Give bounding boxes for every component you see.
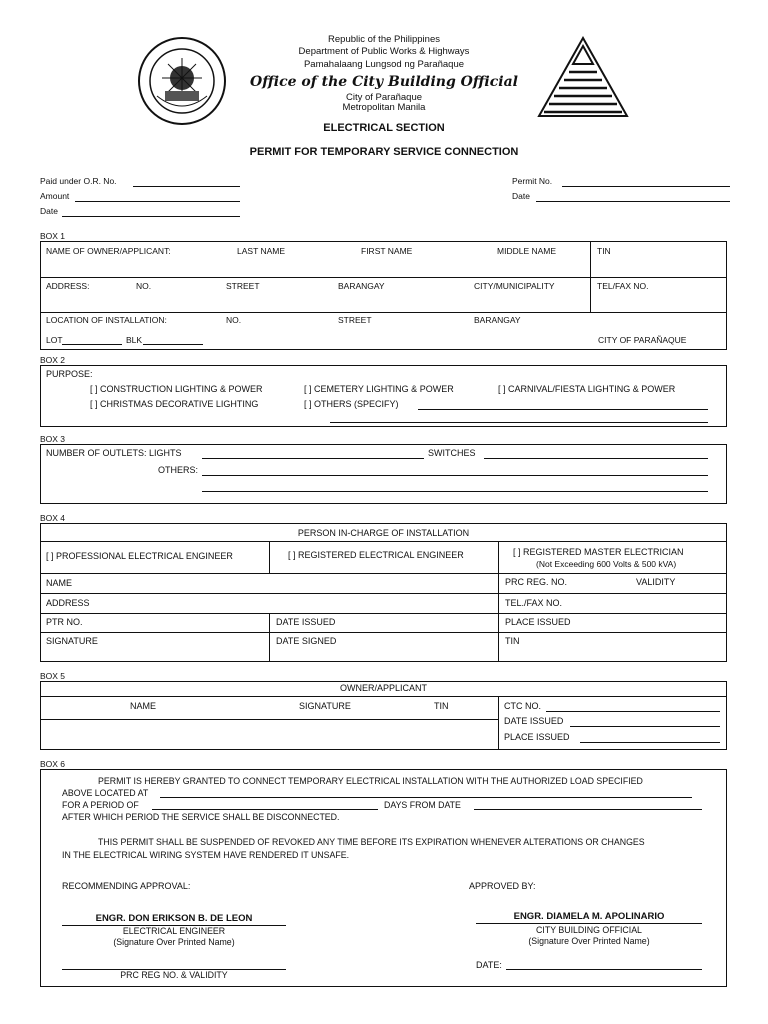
telfax-label-4: TEL./FAX NO.: [505, 598, 563, 608]
permit-para1-e: AFTER WHICH PERIOD THE SERVICE SHALL BE DISCONNECTED.: [62, 812, 340, 822]
header-line1: Republic of the Philippines: [328, 34, 440, 45]
permit-para2-a: THIS PERMIT SHALL BE SUSPENDED OF REVOKED ANY TIME BEFORE ITS EXPIRATION WHENEVER ALTERATIONS OR CHANGES: [98, 837, 645, 847]
loc-barangay-label: BARANGAY: [474, 315, 521, 325]
purpose-label: PURPOSE:: [46, 369, 93, 379]
engineer1-sig-note: (Signature Over Printed Name): [113, 937, 235, 947]
ctc-field[interactable]: [546, 711, 720, 712]
permit-no-field[interactable]: [562, 186, 730, 187]
engineer2-title: CITY BUILDING OFFICIAL: [536, 925, 642, 935]
opt-cemetery[interactable]: [ ] CEMETERY LIGHTING & POWER: [304, 384, 454, 394]
engineer1-title: ELECTRICAL ENGINEER: [122, 926, 226, 936]
permit-para1-a: PERMIT IS HEREBY GRANTED TO CONNECT TEMPORARY ELECTRICAL INSTALLATION WITH THE AUTHORIZED LOAD SPECIFIED: [98, 776, 643, 786]
approval-date-label: DATE:: [476, 960, 502, 970]
lights-field[interactable]: [202, 458, 424, 459]
validity-label: VALIDITY: [636, 577, 676, 587]
others-label: OTHERS:: [158, 465, 199, 475]
ctc-label: CTC NO.: [504, 701, 541, 711]
signature-label: SIGNATURE: [46, 636, 98, 646]
rme-option[interactable]: [ ] REGISTERED MASTER ELECTRICIAN: [513, 547, 684, 557]
middle-name-label: MIDDLE NAME: [497, 246, 557, 256]
date-right-field[interactable]: [536, 201, 730, 202]
opt-others[interactable]: [ ] OTHERS (SPECIFY): [304, 399, 399, 409]
header-line2: Department of Public Works & Highways: [298, 46, 470, 57]
amount-label: Amount: [40, 191, 70, 201]
owner-applicant-title: OWNER/APPLICANT: [339, 683, 427, 693]
date-right-label: Date: [512, 191, 530, 201]
others-field-2[interactable]: [202, 491, 708, 492]
approved-label: APPROVED BY:: [469, 881, 536, 891]
telfax-label: TEL/FAX NO.: [597, 281, 649, 291]
tin-label-4: TIN: [505, 636, 520, 646]
ptr-label: PTR NO.: [46, 617, 83, 627]
location-label: LOCATION OF INSTALLATION:: [46, 315, 167, 325]
box1-label: BOX 1: [40, 231, 66, 241]
box1: [40, 241, 727, 350]
box5-label: BOX 5: [40, 671, 66, 681]
date-label: Date: [40, 206, 58, 216]
rme-note: (Not Exceeding 600 Volts & 500 kVA): [536, 559, 677, 569]
owner-signature-label: SIGNATURE: [299, 701, 351, 711]
outlets-label: NUMBER OF OUTLETS: LIGHTS: [46, 448, 182, 458]
switches-field[interactable]: [484, 458, 708, 459]
person-in-charge-title: PERSON IN-CHARGE OF INSTALLATION: [297, 528, 470, 538]
lot-label: LOT: [46, 335, 63, 345]
others-specify-field-2[interactable]: [330, 422, 708, 423]
owner-date-issued-label: DATE ISSUED: [504, 716, 564, 726]
prc-label: PRC REG. NO.: [505, 577, 568, 587]
located-at-field[interactable]: [160, 797, 692, 798]
tin-label: TIN: [597, 246, 611, 256]
street-label: STREET: [226, 281, 260, 291]
loc-street-label: STREET: [338, 315, 372, 325]
name-label: NAME: [46, 578, 73, 588]
permit-para1-d: DAYS FROM DATE: [384, 800, 461, 810]
permit-title: PERMIT FOR TEMPORARY SERVICE CONNECTION: [249, 146, 519, 158]
office-title: Office of the City Building Official: [250, 74, 518, 90]
others-field[interactable]: [202, 475, 708, 476]
paid-label: Paid under O.R. No.: [40, 176, 117, 186]
approval-date-field[interactable]: [506, 969, 702, 970]
date-signed-label: DATE SIGNED: [276, 636, 337, 646]
opt-construction[interactable]: [ ] CONSTRUCTION LIGHTING & POWER: [90, 384, 263, 394]
first-name-label: FIRST NAME: [361, 246, 413, 256]
pee-option[interactable]: [ ] PROFESSIONAL ELECTRICAL ENGINEER: [46, 551, 233, 561]
address-label-4: ADDRESS: [46, 598, 90, 608]
permit-para1-b: ABOVE LOCATED AT: [62, 788, 149, 798]
permit-para1-c: FOR A PERIOD OF: [62, 800, 139, 810]
date-field[interactable]: [62, 216, 240, 217]
owner-place-issued-label: PLACE ISSUED: [504, 732, 570, 742]
loc-no-label: NO.: [226, 315, 242, 325]
period-field[interactable]: [152, 809, 378, 810]
days-from-field[interactable]: [474, 809, 702, 810]
place-issued-label: PLACE ISSUED: [505, 617, 571, 627]
permit-para2-b: IN THE ELECTRICAL WIRING SYSTEM HAVE RENDERED IT UNSAFE.: [62, 850, 350, 860]
address-no-label: NO.: [136, 281, 152, 291]
header-line5: City of Parañaque: [345, 92, 423, 103]
box4-label: BOX 4: [40, 513, 66, 523]
switches-label: SWITCHES: [428, 448, 476, 458]
paid-field[interactable]: [133, 186, 240, 187]
box2: [40, 365, 727, 427]
header-line3: Pamahalaang Lungsod ng Parañaque: [303, 59, 465, 70]
box6-label: BOX 6: [40, 759, 66, 769]
box3-label: BOX 3: [40, 434, 66, 444]
city-paranaque-label: CITY OF PARAÑAQUE: [598, 335, 687, 345]
prc-validity-label: PRC REG NO. & VALIDITY: [120, 970, 228, 980]
date-issued-label: DATE ISSUED: [276, 617, 336, 627]
amount-field[interactable]: [75, 201, 240, 202]
others-specify-field[interactable]: [418, 409, 708, 410]
header-line6: Metropolitan Manila: [342, 102, 426, 113]
address-label: ADDRESS:: [46, 281, 90, 291]
name-owner-label: NAME OF OWNER/APPLICANT:: [46, 246, 171, 256]
owner-tin-label: TIN: [434, 701, 449, 711]
recommending-label: RECOMMENDING APPROVAL:: [62, 881, 191, 891]
permit-no-label: Permit No.: [512, 176, 553, 186]
box2-label: BOX 2: [40, 355, 66, 365]
opt-carnival[interactable]: [ ] CARNIVAL/FIESTA LIGHTING & POWER: [498, 384, 676, 394]
section-title: ELECTRICAL SECTION: [323, 122, 445, 134]
ree-option[interactable]: [ ] REGISTERED ELECTRICAL ENGINEER: [288, 550, 464, 560]
lot-field[interactable]: [62, 344, 122, 345]
owner-name-label: NAME: [130, 701, 157, 711]
engineer1-name: ENGR. DON ERIKSON B. DE LEON: [95, 913, 253, 924]
engineer2-sig-note: (Signature Over Printed Name): [528, 936, 650, 946]
barangay-label: BARANGAY: [338, 281, 385, 291]
blk-label: BLK: [126, 335, 143, 345]
last-name-label: LAST NAME: [237, 246, 286, 256]
engineer2-name: ENGR. DIAMELA M. APOLINARIO: [513, 911, 665, 922]
city-label: CITY/MUNICIPALITY: [474, 281, 555, 291]
owner-place-issued-field[interactable]: [580, 742, 720, 743]
opt-christmas[interactable]: [ ] CHRISTMAS DECORATIVE LIGHTING: [90, 399, 259, 409]
blk-field[interactable]: [143, 344, 203, 345]
owner-date-issued-field[interactable]: [570, 726, 720, 727]
